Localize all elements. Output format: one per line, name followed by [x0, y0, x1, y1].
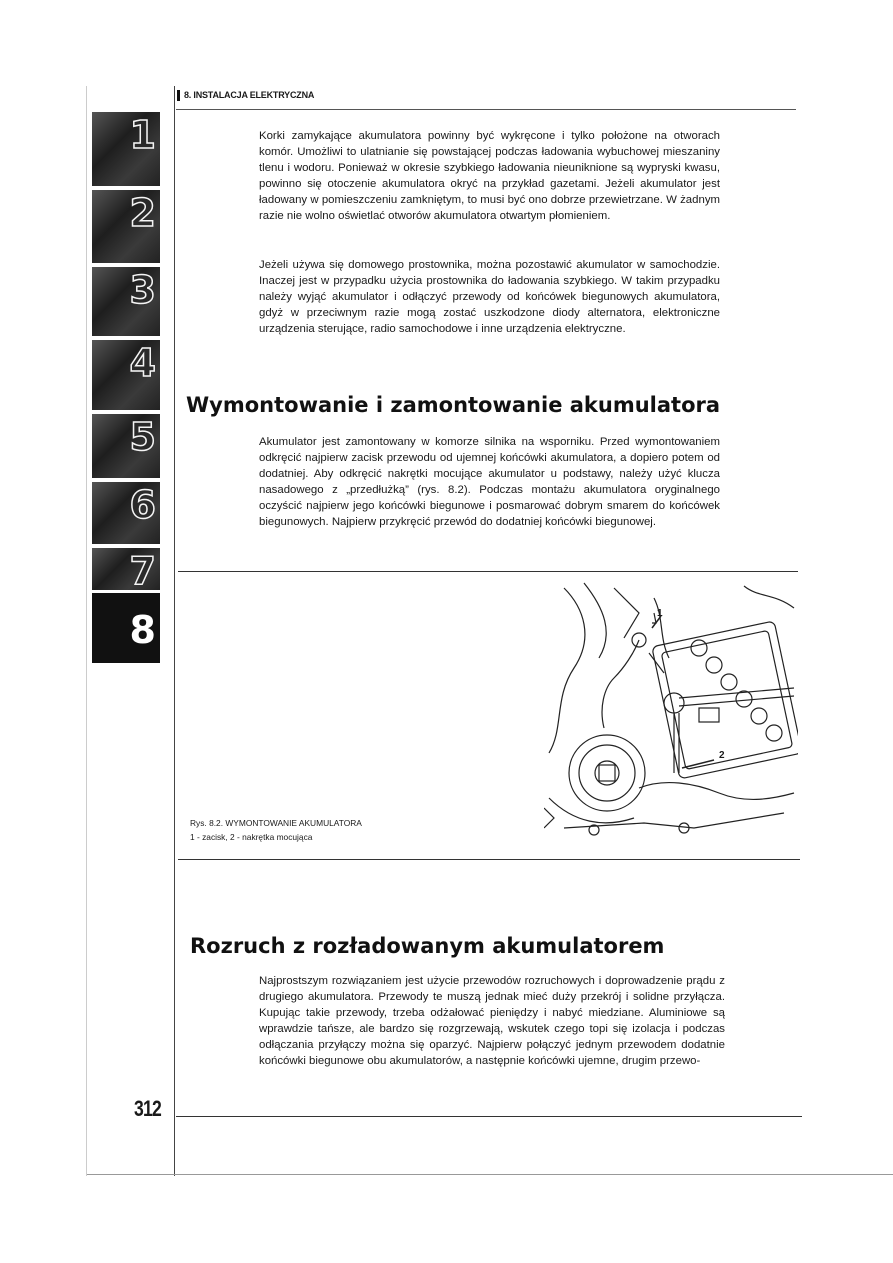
header-marker [177, 90, 180, 101]
chapter-tab-5[interactable] [92, 414, 160, 478]
battery-removal-figure [544, 578, 798, 848]
chapter-tab-6[interactable] [92, 482, 160, 544]
intro-paragraph-2: Jeżeli używa się domowego prostownika, można pozostawić akumulator w samochodzie. Inaczej jest w przypadku użycia prostownika do ładowania szybkiego. W takim przypadku należy wyjąć akumulator i odłączyć przewody od końcówek biegunowych akumulatora, gdyż w przeciwnym razie mogą zostać uszkodzone diody alternatora, elektroniczne urządzenia sterujące, radio samochodowe i inne urządzenia elektryczne. [259, 259, 720, 336]
chapter-tab-2[interactable] [92, 190, 160, 263]
section-heading-removal: Wymontowanie i zamontowanie akumulatora [186, 393, 721, 417]
callout-1: 1 [657, 608, 663, 619]
left-margin-rule [174, 86, 175, 1176]
figure-top-rule [178, 571, 798, 572]
bottom-page-rule [86, 1174, 893, 1175]
chapter-tab-label: 3 [129, 268, 156, 312]
chapter-tab-8[interactable] [92, 593, 160, 663]
chapter-tab-3[interactable] [92, 267, 160, 336]
section-jumpstart-body: Najprostszym rozwiązaniem jest użycie przewodów rozruchowych i doprowadzenie prądu z drugiego akumulatora. Przewody te muszą jednak mieć duży przekrój i solidne przyłącza. Kupując takie przewody, trzeba odżałować pieniędzy i nabyć miedziane. Aluminiowe są wprawdzie tańsze, ale bardzo się rozgrzewają, wskutek czego topi się izolacja i podczas odłączania przyłączy można się oparzyć. Najpierw połączyć jednym przewodem dodatnie końcówki biegunowe obu akumulatorów, a następnie końcówki ujemne, drugim przewo- [259, 975, 725, 1068]
page-number: 312 [134, 1096, 161, 1121]
chapter-tab-7[interactable] [92, 548, 160, 593]
chapter-tab-label: 6 [129, 483, 156, 527]
chapter-tab-label: 2 [129, 191, 156, 235]
chapter-tab-4[interactable] [92, 340, 160, 410]
chapter-tab-label: 1 [129, 113, 156, 157]
chapter-tab-label: 5 [129, 415, 156, 459]
chapter-tab-label: 7 [129, 549, 156, 593]
engine-bay-drawing [544, 578, 798, 848]
intro-paragraph-1: Korki zamykające akumulatora powinny być wykręcone i tylko położone na otworach komór. Umożliwi to ulatnianie się powstającej podczas ładowania wybuchowej mieszaniny tlenu i wodoru. Ponieważ w okresie szybkiego ładowania nieuniknione są wypryski kwasu, powinno się otoczenie akumulatora okryć na przykład gazetami. Jeżeli akumulator jest ładowany w pomieszczeniu zamkniętym, to musi być ono dobrze przewietrzane. W żadnym razie nie wolno oświetlać otworów akumulatora otwartym płomieniem. [259, 130, 720, 223]
section-removal-body: Akumulator jest zamontowany w komorze silnika na wsporniku. Przed wymontowaniem odkręcić najpierw zacisk przewodu od ujemnej końcówki akumulatora, a dopiero potem od dodatniej. Aby odkręcić nakrętki mocujące akumulator u podstawy, należy użyć klucza nasadowego z „przedłużką” (rys. 8.2). Podczas montażu akumulatora oryginalnego oczyścić najpierw jego końcówki biegunowe i posmarować dobrym smarem do końcówek biegunowych. Najpierw przykręcić przewód do dodatniej końcówki biegunowej. [259, 436, 720, 529]
chapter-tab-label: 8 [129, 608, 156, 652]
section-heading-jumpstart: Rozruch z rozładowanym akumulatorem [190, 934, 665, 958]
running-header: 8. INSTALACJA ELEKTRYCZNA [184, 90, 315, 100]
outer-left-rule [86, 86, 87, 1176]
callout-2: 2 [719, 750, 725, 761]
figure-caption-legend: 1 - zacisk, 2 - nakrętka mocująca [190, 832, 313, 842]
header-rule [176, 109, 796, 110]
chapter-tab-label: 4 [129, 341, 156, 385]
footer-rule [176, 1116, 802, 1117]
chapter-tab-1[interactable] [92, 112, 160, 186]
figure-caption-title: Rys. 8.2. WYMONTOWANIE AKUMULATORA [190, 818, 362, 828]
figure-bottom-rule [178, 859, 800, 860]
